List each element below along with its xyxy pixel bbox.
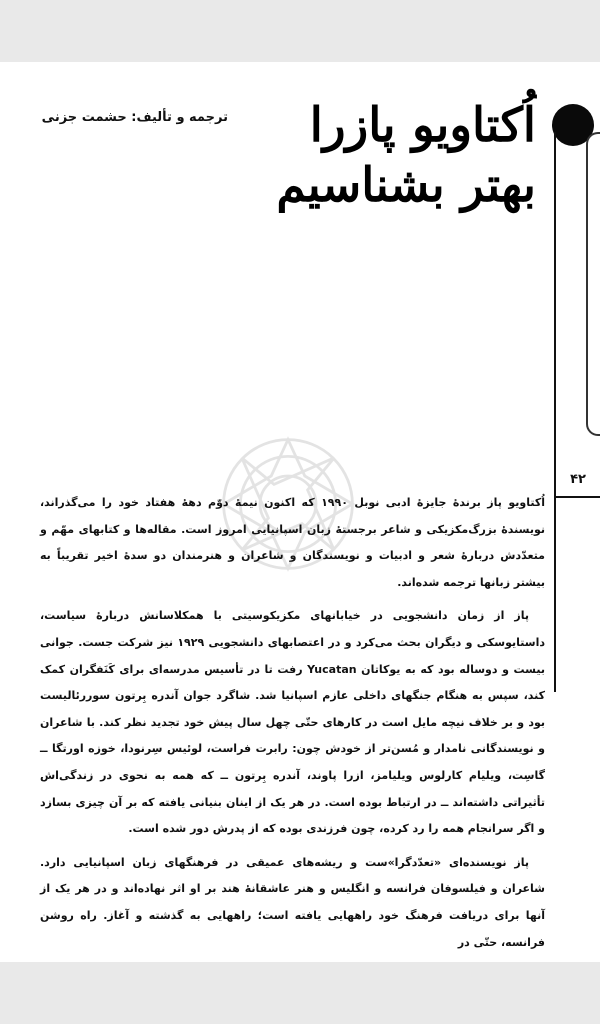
paragraph-2: پاز از زمان دانشجویی در خیابانهای مکزیکوسیتی با همکلاسانش دربارهٔ سیاست، داستایوسکی و دیگران بحث می‌کرد و در اعتصابهای دانشجویی ۱۹۲۹ نیز شرکت جست. جوانی بیست و دوساله بود که به یوکاتان Yucatan رفت تا در تأسیس مدرسه‌ای برای کَنَفگران کمک کند، سپس به هنگام جنگهای داخلی عازم اسپانیا شد. شاگرد جوان آندره بِرتون سوررئالیست بود و بر خلاف نیچه مایل است در کارهای حتّی چهل سال پیش خود تجدید نظر کند. با شاعران و نویسندگانی نامدار و مُسن‌تر از خودش چون: رابرت فراست، لوئیس سِرنودا، خوزه اورتگا ــ گاسِت، ویلیام کارلوس ویلیامز، ازرا پاوند، آندره بِرتون ــ که همه به نحوی در زندگی‌اش تأثیراتی داشته‌اند ــ در ارتباط بوده است. در هر یک از اینان بنیانی یافته که بر آن چیزی بسازد و اگر سرانجام همه را رد کرده، چون فرزندی بوده که از پدرش دور شده است. <box>40 609 545 836</box>
page-number: ۴۲ <box>570 472 586 487</box>
page-number-rule <box>556 496 600 498</box>
paragraph-1: اُکتاویو پاز برندهٔ جایزهٔ ادبی نوبل ۱۹۹۰ که اکنون نیمهٔ دوّم دههٔ هفتاد خود را می‌گذراند، نویسندهٔ بزرگ‌مکزیکی و شاعر برجستهٔ زبان اسپانیایی امروز است. مقاله‌ها و کتابهای مهّم و متعدّدش دربارهٔ شعر و ادبیات و نویسندگان و شاعران و هنرمندان دو سدهٔ اخیر تقریباً به بیشتر زبانها ترجمه شده‌اند. <box>40 496 545 589</box>
margin-rule <box>554 132 556 692</box>
article-body <box>40 490 545 962</box>
title-line-1: اُکتاویو پازرا <box>309 98 536 153</box>
book-page: ۴۲ ترجمه و تألیف: حشمت جزنی اُکتاویو پازرا بهتر بشناسیم اُکتاویو پاز برندهٔ جایزهٔ ادبی نوبل ۱۹۹۰ که اکنون نیمهٔ دوّم دههٔ هفتاد خود را می‌گذراند، نویسندهٔ بزرگ‌مکزیکی و شاعر برجستهٔ زبان اسپانیایی امروز است. مقاله‌ها و کتابهای مهّم و متعدّدش دربارهٔ شعر و ادبیات و نویسندگان و شاعران و هنرمندان دو سدهٔ اخیر تقریباً به بیشتر زبانها ترجمه شده‌اند. پاز از زمان دانشجویی در خیابانهای مکزیکوسیتی با همکلاسانش دربارهٔ سیاست، داستایوسکی و دیگران بحث می‌کرد و در اعتصابهای دانشجویی ۱۹۲۹ نیز شرکت جست. جوانی بیست و دوساله بود که به یوکاتان Yucatan رفت تا در تأسیس مدرسه‌ای برای کَنَفگران کمک کند، سپس به هنگام جنگهای داخلی عازم اسپانیا شد. شاگرد جوان آندره بِرتون سوررئالیست بود و بر خلاف نیچه مایل است در کارهای حتّی چهل سال پیش خود تجدید نظر کند. با شاعران و نویسندگانی نامدار و مُسن‌تر از خودش چون: رابرت فراست، لوئیس سِرنودا، خوزه اورتگا ــ گاسِت، ویلیام کارلوس ویلیامز، ازرا پاوند، آندره بِرتون ــ که همه به نحوی در زندگی‌اش تأثیراتی داشته‌اند ــ در ارتباط بوده است. در هر یک از اینان بنیانی یافته که بر آن چیزی بسازد و اگر سرانجام همه را رد کرده، چون فرزندی بوده که از پدرش دور شده است. پاز نویسنده‌ای «تعدّدگرا»ست و ریشه‌های عمیقی در فرهنگهای زبان اسپانیایی دارد. شاعران و فیلسوفان فرانسه و انگلیس و هنر عاشقانهٔ هند بر او اثر نهاده‌اند و در هر یک از آنها برای دریافت فرهنگ خود راههایی یافته است؛ راههایی به گذشته و آغاز. راه روشن فرانسه، حتّی در <box>0 62 600 962</box>
page-edge-bracket <box>586 132 600 436</box>
article-title <box>276 96 536 216</box>
paragraph-3: پاز نویسنده‌ای «تعدّدگرا»ست و ریشه‌های عمیقی در فرهنگهای زبان اسپانیایی دارد. شاعران و فیلسوفان فرانسه و انگلیس و هنر عاشقانهٔ هند بر او اثر نهاده‌اند و در هر یک از آنها برای دریافت فرهنگ خود راههایی یافته است؛ راههایی به گذشته و آغاز. راه روشن فرانسه، حتّی در <box>40 855 545 949</box>
title-line-2: بهتر بشناسیم <box>276 158 536 213</box>
